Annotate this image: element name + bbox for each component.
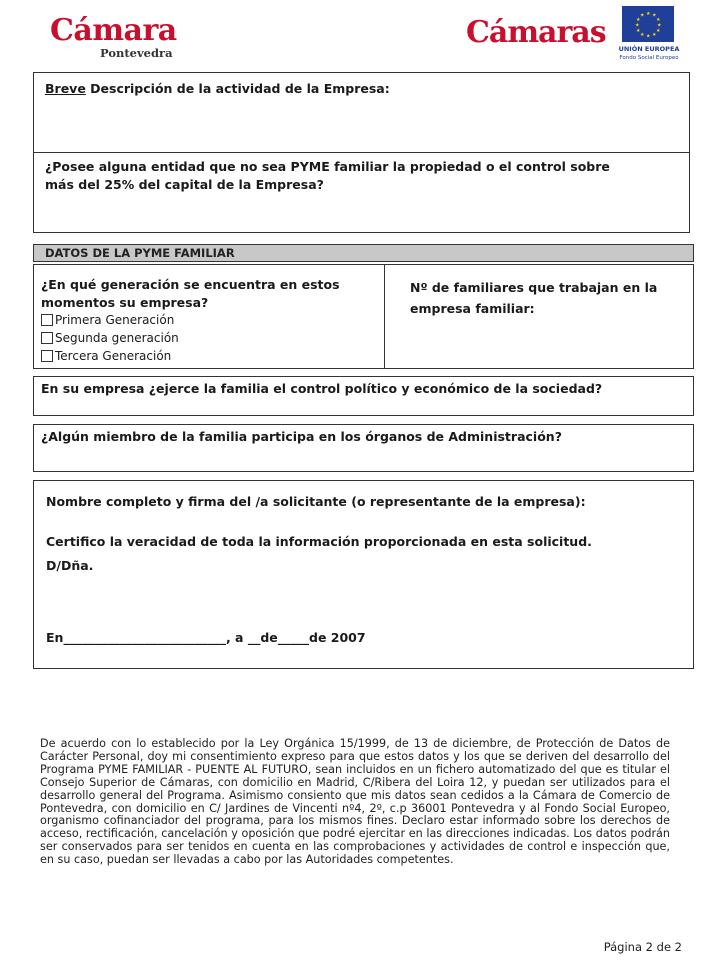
camaras-logo: Cámaras [466, 15, 606, 50]
applicant-name-label: D/Dña. [46, 558, 94, 573]
activity-description-box[interactable] [33, 72, 690, 153]
place-date-line: En__________________________, a __de_____de 2007 [46, 630, 366, 645]
generation-box [33, 264, 385, 369]
data-protection-notice: De acuerdo con lo establecido por la Ley Orgánica 15/1999, de 13 de diciembre, de Protección de Datos de Carácter Personal, doy mi consentimiento expreso para que estos datos y los que se deriven del desarrollo del Programa PYME FAMILIAR - PUENTE AL FUTURO, sean incluidos en un fichero automatizado del que es titular el Consejo Superior de Cámaras, con domicilio en Madrid, C/Ribera del Loira 12, y puedan ser utilizados para el desarrollo general del Programa. Asimismo consiento que mis datos sean cedidos a la Cámara de Comercio de Pontevedra, con domicilio en C/ Jardines de Vincenti nº4, 2º, c.p 36001 Pontevedra y al Fondo Social Europeo, organismo cofinanciador del programa, para los mismos fines. Declaro estar informado sobre los derechos de acceso, rectificación, cancelación y oposición que podré ejercitar en las direcciones indicadas. Los datos podrán ser conservados para ser tenidos en cuenta en las comprobaciones y actividades de control e inspección que, en su caso, puedan ser llevadas a cabo por las Autoridades competentes. [40, 737, 670, 867]
page-number: Página 2 de 2 [603, 940, 682, 954]
certification-statement: Certifico la veracidad de toda la información proporcionada en esta solicitud. [46, 534, 592, 549]
svg-text:★: ★ [657, 22, 662, 29]
signature-name-label: Nombre completo y firma del /a solicitante (o representante de la empresa): [46, 494, 586, 509]
generation-question: ¿En qué generación se encuentra en estos momentos su empresa? [41, 277, 340, 310]
admin-question-box[interactable] [33, 424, 694, 472]
svg-text:★: ★ [636, 17, 641, 23]
svg-text:★: ★ [652, 32, 657, 38]
svg-text:★: ★ [635, 22, 640, 29]
checkbox-primera[interactable] [41, 314, 53, 326]
option-tercera[interactable]: Tercera Generación [41, 347, 179, 365]
svg-text:★: ★ [656, 17, 661, 23]
ownership-question-box[interactable] [33, 152, 690, 233]
familiares-label: Nº de familiares que trabajan en la empresa familiar: [410, 280, 658, 316]
svg-text:★: ★ [656, 28, 661, 34]
admin-question: ¿Algún miembro de la familia participa en los órganos de Administración? [41, 429, 562, 444]
option-primera[interactable]: Primera Generación [41, 311, 179, 329]
eu-label: UNIÓN EUROPEA [618, 45, 680, 53]
svg-text:★: ★ [640, 12, 645, 19]
svg-text:★: ★ [646, 11, 651, 17]
option-segunda[interactable]: Segunda generación [41, 329, 179, 347]
svg-text:★: ★ [636, 28, 641, 34]
generation-options [41, 311, 179, 365]
svg-text:★: ★ [646, 33, 651, 40]
checkbox-tercera[interactable] [41, 350, 53, 362]
control-question-box[interactable] [33, 376, 694, 416]
pyme-section-header: DATOS DE LA PYME FAMILIAR [33, 244, 694, 262]
camara-pontevedra-logo: Cámara [50, 13, 177, 48]
svg-text:★: ★ [640, 32, 645, 38]
activity-description-label: Breve Descripción de la actividad de la Empresa: [45, 81, 390, 96]
eu-fund-label: Fondo Social Europeo [619, 55, 679, 61]
signature-box[interactable] [33, 480, 694, 669]
control-question: En su empresa ¿ejerce la familia el control político y económico de la sociedad? [41, 381, 603, 396]
logo-subtitle: Pontevedra [100, 46, 173, 60]
eu-flag-icon [622, 6, 674, 42]
ownership-question: ¿Posee alguna entidad que no sea PYME familiar la propiedad o el control sobre más del 25% del capital de la Empresa? [45, 159, 610, 192]
familiares-box[interactable] [384, 264, 694, 369]
svg-text:★: ★ [652, 12, 657, 19]
checkbox-segunda[interactable] [41, 332, 53, 344]
